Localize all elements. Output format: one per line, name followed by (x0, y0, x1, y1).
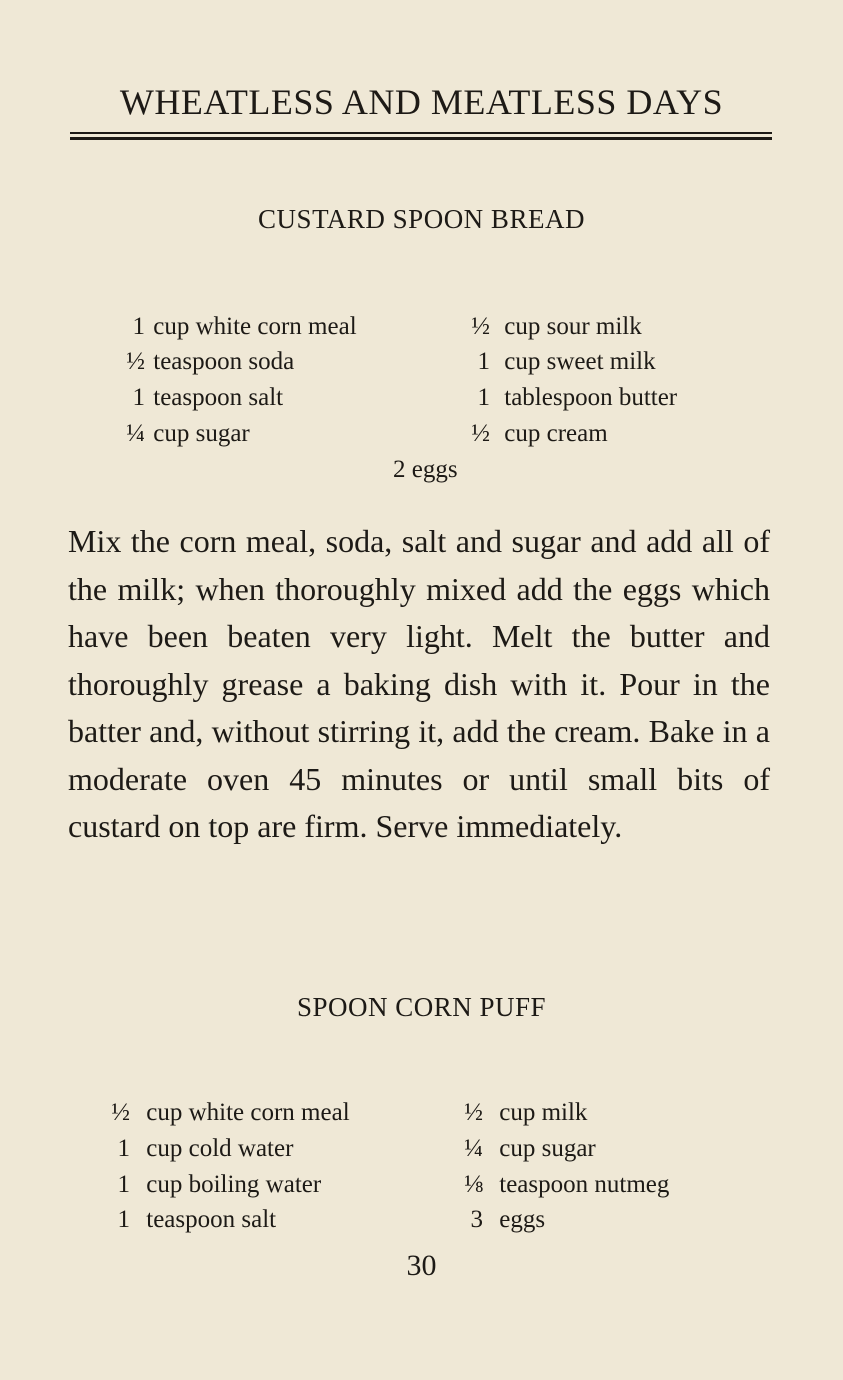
ingredient-quantity: ½ (464, 1099, 483, 1126)
ingredient-text: cup cold water (146, 1135, 294, 1162)
recipe-method-text: Mix the corn meal, soda, salt and sugar and add all of the milk; when thoroughly mixed add the eggs which have been beaten very light. Melt the butter and thoroughly grease a baking dish with it. Pour in the batter and, without stirring it, add the cream. Bake in a moderate oven 45 minutes or until small bits of custard on top are firm. Serve immediately. (68, 523, 770, 844)
ingredient-quantity: 1 (117, 1135, 130, 1162)
ingredient-quantity: ½ (111, 1099, 130, 1126)
ingredient-quantity: ¼ (464, 1135, 483, 1162)
ingredient-item (453, 1134, 596, 1164)
ingredient-quantity: 1 (477, 348, 490, 375)
ingredient-text: teaspoon salt (153, 384, 284, 411)
ingredient-item-eggs: 2 eggs (393, 456, 458, 483)
ingredient-quantity: 1 (132, 384, 145, 411)
ingredient-item (100, 1098, 350, 1128)
ingredient-quantity: ½ (126, 348, 145, 375)
ingredient-text: cup sugar (153, 420, 250, 447)
ingredient-quantity: 1 (132, 313, 145, 340)
ingredient-quantity: 3 (470, 1206, 483, 1233)
ingredient-quantity: 1 (477, 384, 490, 411)
recipe-title-custard-spoon-bread: CUSTARD SPOON BREAD (258, 204, 585, 234)
ingredient-text: cup sugar (499, 1135, 596, 1162)
ingredient-text: teaspoon soda (153, 348, 295, 375)
ingredient-text: eggs (499, 1206, 546, 1233)
ingredient-item (460, 347, 656, 377)
ingredient-quantity: ½ (471, 420, 490, 447)
ingredient-text: cup white corn meal (146, 1099, 350, 1126)
ingredient-text: cup sweet milk (504, 348, 656, 375)
ingredient-quantity: ¼ (126, 420, 145, 447)
ingredient-item (115, 419, 250, 449)
ingredient-item (115, 312, 357, 342)
ingredient-quantity: 1 (117, 1206, 130, 1233)
header-rule-thick (70, 137, 772, 140)
ingredient-text: cup boiling water (146, 1171, 322, 1198)
ingredient-item (460, 419, 608, 449)
ingredient-text: cup white corn meal (153, 313, 357, 340)
ingredient-item (100, 1170, 321, 1200)
ingredient-text: teaspoon salt (146, 1206, 277, 1233)
ingredient-text: cup cream (504, 420, 608, 447)
ingredient-item (453, 1170, 669, 1200)
running-head: WHEATLESS AND MEATLESS DAYS (119, 82, 724, 122)
ingredient-text: cup sour milk (504, 313, 642, 340)
ingredient-quantity: ⅛ (464, 1171, 483, 1198)
ingredient-item (460, 312, 642, 342)
ingredient-item (453, 1098, 587, 1128)
header-rule-thin (70, 132, 772, 134)
ingredient-item (460, 383, 677, 413)
ingredient-quantity: 1 (117, 1171, 130, 1198)
page-number: 30 (406, 1249, 437, 1282)
ingredient-item (100, 1134, 293, 1164)
ingredient-item (115, 383, 283, 413)
ingredient-text: teaspoon nutmeg (499, 1171, 670, 1198)
recipe-title-spoon-corn-puff: SPOON CORN PUFF (296, 992, 547, 1022)
ingredient-text: tablespoon butter (504, 384, 678, 411)
ingredient-text: cup milk (499, 1099, 588, 1126)
ingredient-item (100, 1205, 276, 1235)
ingredient-item (115, 347, 294, 377)
ingredient-quantity: ½ (471, 313, 490, 340)
ingredient-item (453, 1205, 545, 1235)
